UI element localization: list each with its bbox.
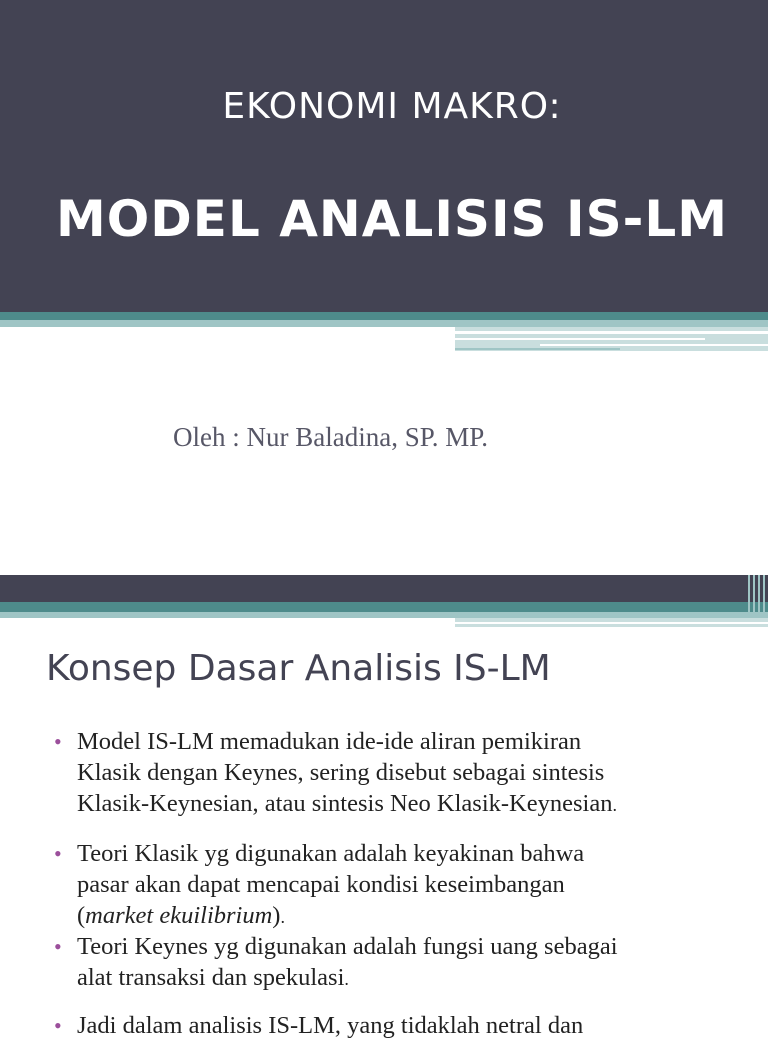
bullet-marker: • (54, 934, 62, 959)
title-slide-white-line (455, 331, 768, 334)
content-slide-tick (753, 575, 755, 618)
bullet-item (54, 838, 737, 933)
slide-title: MODEL ANALISIS IS-LM (56, 190, 728, 248)
bullet-tail: . (280, 907, 285, 927)
bullet-tail: . (344, 969, 349, 989)
bullet-item (54, 726, 737, 821)
content-slide-tick (748, 575, 750, 618)
content-slide-tick (763, 575, 765, 618)
content-slide-header-band (0, 575, 768, 602)
bullet-marker: • (54, 729, 62, 754)
title-slide-light-stripe (0, 320, 768, 327)
bullet-line: Jadi dalam analisis IS-LM, yang tidaklah netral dan (77, 1012, 584, 1039)
bullet-line: alat transaksi dan spekulasi. (77, 964, 349, 991)
bullet-marker: • (54, 1013, 62, 1038)
title-slide-header-band (0, 0, 768, 312)
slide-supertitle: EKONOMI MAKRO: (222, 86, 562, 127)
bullet-marker: • (54, 841, 62, 866)
italic-term: market ekuilibrium (85, 902, 273, 929)
bullet-line: Klasik dengan Keynes, sering disebut sebagai sintesis (77, 759, 605, 786)
slide-heading: Konsep Dasar Analisis IS-LM (46, 648, 551, 689)
bullet-line: Teori Keynes yg digunakan adalah fungsi uang sebagai (77, 933, 618, 960)
bullet-line: Teori Klasik yg digunakan adalah keyakinan bahwa (77, 840, 585, 867)
content-slide-teal-stripe (0, 602, 768, 612)
content-slide (0, 575, 768, 1039)
title-slide-teal-stripe (0, 312, 768, 320)
content-slide-white-line (455, 622, 768, 624)
bullet-tail: . (612, 795, 617, 815)
title-slide-white-line (540, 344, 768, 346)
slide-author: Oleh : Nur Baladina, SP. MP. (173, 422, 489, 452)
bullet-item (54, 931, 737, 995)
title-slide-white-line (455, 338, 705, 340)
bullet-line: pasar akan dapat mencapai kondisi keseimbangan (77, 871, 565, 898)
bullet-line: Model IS-LM memadukan ide-ide aliran pemikiran (77, 728, 582, 755)
bullet-line: Klasik-Keynesian, atau sintesis Neo Klasik-Keynesian. (77, 790, 617, 817)
content-slide-tick (758, 575, 760, 618)
bullet-line: (market ekuilibrium). (77, 902, 285, 929)
title-slide-teal-line (455, 348, 620, 350)
bullet-item (54, 1010, 737, 1041)
